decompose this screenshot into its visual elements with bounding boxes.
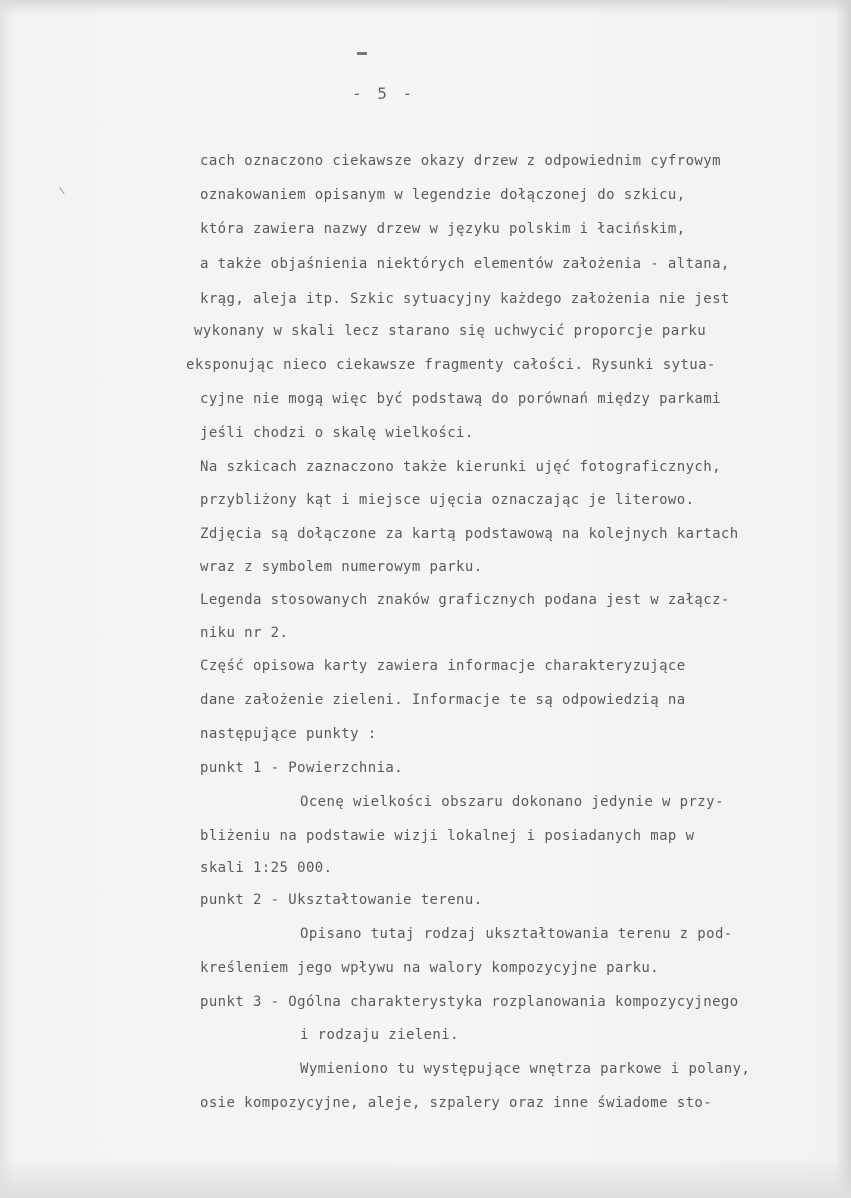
text-line: cyjne nie mogą więc być podstawą do porównań między parkami — [200, 391, 721, 407]
text-line: przybliżony kąt i miejsce ujęcia oznaczając je literowo. — [200, 492, 695, 508]
text-line: osie kompozycyjne, aleje, szpalery oraz inne świadome sto- — [200, 1095, 713, 1111]
text-line: a także objaśnienia niektórych elementów założenia - altana, — [200, 256, 730, 272]
text-line: i rodzaju zieleni. — [300, 1027, 459, 1043]
text-line: Zdjęcia są dołączone za kartą podstawową na kolejnych kartach — [200, 526, 739, 542]
text-line: niku nr 2. — [200, 625, 289, 641]
text-line: Ocenę wielkości obszaru dokonano jedynie w przy- — [300, 794, 724, 810]
text-line: następujące punkty : — [200, 726, 377, 742]
text-line: eksponując nieco ciekawsze fragmenty całości. Rysunki sytua- — [186, 357, 716, 373]
text-line: cach oznaczono ciekawsze okazy drzew z odpowiednim cyfrowym — [200, 153, 721, 169]
text-line: dane założenie zieleni. Informacje te są odpowiedzią na — [200, 692, 686, 708]
scan-edge-bottom — [0, 1158, 851, 1198]
margin-pencil-mark — [59, 178, 78, 194]
text-line: która zawiera nazwy drzew w języku polskim i łacińskim, — [200, 221, 686, 237]
text-line: bliżeniu na podstawie wizji lokalnej i posiadanych map w — [200, 828, 695, 844]
text-line: kreśleniem jego wpływu na walory kompozycyjne parku. — [200, 960, 660, 976]
text-line: Na szkicach zaznaczono także kierunki ujęć fotograficznych, — [200, 459, 721, 475]
header-dash-mark — [357, 52, 367, 55]
text-line: wraz z symbolem numerowym parku. — [200, 559, 483, 575]
text-line: Opisano tutaj rodzaj ukształtowania terenu z pod- — [300, 926, 733, 942]
text-line: oznakowaniem opisanym w legendzie dołączonej do szkicu, — [200, 187, 686, 203]
text-line: punkt 2 - Ukształtowanie terenu. — [200, 892, 483, 908]
text-line: Legenda stosowanych znaków graficznych podana jest w załącz- — [200, 592, 730, 608]
page-number: - 5 - — [352, 84, 416, 103]
text-line: punkt 1 - Powierzchnia. — [200, 760, 404, 776]
scan-edge-top — [0, 0, 851, 14]
text-line: krąg, aleja itp. Szkic sytuacyjny każdego założenia nie jest — [200, 291, 730, 307]
scan-edge-right — [835, 0, 851, 1198]
text-line: Wymieniono tu występujące wnętrza parkowe i polany, — [300, 1061, 751, 1077]
text-line: wykonany w skali lecz starano się uchwycić proporcje parku — [194, 323, 707, 339]
text-line: punkt 3 - Ogólna charakterystyka rozplanowania kompozycyjnego — [200, 994, 739, 1010]
text-line: jeśli chodzi o skalę wielkości. — [200, 425, 474, 441]
text-line: Część opisowa karty zawiera informacje charakteryzujące — [200, 658, 686, 674]
text-line: skali 1:25 000. — [200, 860, 333, 876]
